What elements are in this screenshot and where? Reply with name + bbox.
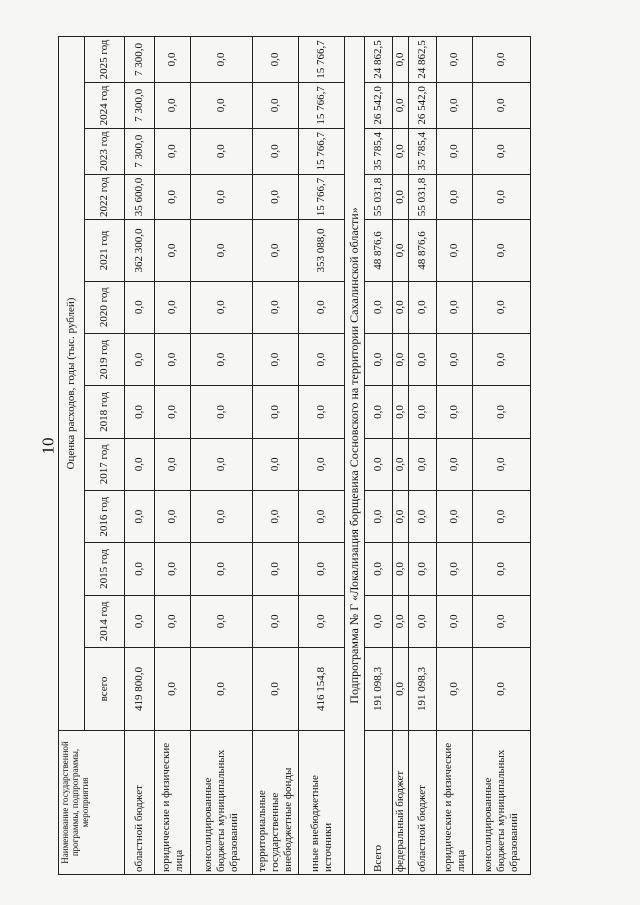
year-value: 0,0	[437, 174, 473, 220]
year-value: 0,0	[253, 281, 299, 333]
year-value: 0,0	[437, 438, 473, 490]
row-total: 0,0	[437, 648, 473, 731]
year-value: 0,0	[155, 595, 191, 647]
year-value: 0,0	[409, 595, 437, 647]
table-row	[125, 37, 155, 875]
row-label: юридические и физические лица	[155, 730, 191, 874]
year-header: 2025 год	[85, 37, 125, 83]
year-value: 0,0	[473, 37, 531, 83]
year-value: 0,0	[253, 83, 299, 129]
year-value: 0,0	[393, 490, 409, 542]
year-value: 35 785,4	[409, 128, 437, 174]
year-value: 0,0	[253, 595, 299, 647]
budget-table	[58, 36, 531, 875]
year-value: 0,0	[299, 386, 345, 438]
year-value: 0,0	[437, 595, 473, 647]
year-value: 0,0	[437, 333, 473, 385]
year-value: 0,0	[437, 83, 473, 129]
year-value: 0,0	[253, 220, 299, 281]
year-value: 0,0	[155, 83, 191, 129]
year-value: 0,0	[299, 438, 345, 490]
year-value: 0,0	[473, 333, 531, 385]
year-value: 0,0	[409, 333, 437, 385]
row-total: 0,0	[473, 648, 531, 731]
year-value: 0,0	[155, 386, 191, 438]
year-value: 0,0	[155, 128, 191, 174]
year-value: 0,0	[393, 128, 409, 174]
year-value: 0,0	[365, 490, 393, 542]
year-header: 2022 год	[85, 174, 125, 220]
year-value: 55 031,8	[365, 174, 393, 220]
year-value: 0,0	[253, 490, 299, 542]
name-column-header: Наименование государственной программы, подпрограммы, мероприятия	[59, 730, 125, 874]
row-total: 0,0	[253, 648, 299, 731]
year-value: 0,0	[191, 128, 253, 174]
year-value: 7 300,0	[125, 128, 155, 174]
year-value: 0,0	[473, 281, 531, 333]
year-value: 0,0	[473, 543, 531, 595]
year-value: 0,0	[253, 438, 299, 490]
table-row	[299, 37, 345, 875]
year-value: 0,0	[155, 543, 191, 595]
table-row	[253, 37, 299, 875]
year-value: 0,0	[365, 543, 393, 595]
total-header: всего	[85, 648, 125, 731]
row-label: областной бюджет	[409, 730, 437, 874]
table-row	[393, 37, 409, 875]
year-header: 2015 год	[85, 543, 125, 595]
table-row	[365, 37, 393, 875]
year-header: 2017 год	[85, 438, 125, 490]
year-value: 0,0	[437, 128, 473, 174]
year-value: 0,0	[125, 386, 155, 438]
year-value: 0,0	[409, 543, 437, 595]
row-label: иные внебюджетные источники	[299, 730, 345, 874]
year-value: 0,0	[437, 386, 473, 438]
year-value: 0,0	[155, 438, 191, 490]
year-value: 0,0	[393, 543, 409, 595]
year-value: 0,0	[393, 281, 409, 333]
year-value: 0,0	[393, 386, 409, 438]
year-header: 2019 год	[85, 333, 125, 385]
year-value: 0,0	[409, 281, 437, 333]
year-value: 0,0	[155, 220, 191, 281]
year-header: 2024 год	[85, 83, 125, 129]
year-value: 48 876,6	[409, 220, 437, 281]
row-label: консолидированные бюджеты муниципальных образований	[191, 730, 253, 874]
year-value: 0,0	[299, 490, 345, 542]
year-value: 353 088,0	[299, 220, 345, 281]
year-value: 0,0	[365, 438, 393, 490]
year-value: 0,0	[473, 220, 531, 281]
year-header: 2023 год	[85, 128, 125, 174]
year-value: 15 766,7	[299, 83, 345, 129]
row-label: юридические и физические лица	[437, 730, 473, 874]
year-value: 0,0	[253, 543, 299, 595]
year-value: 26 542,0	[409, 83, 437, 129]
year-value: 0,0	[191, 543, 253, 595]
row-label: Всего	[365, 730, 393, 874]
year-value: 0,0	[393, 174, 409, 220]
year-header: 2016 год	[85, 490, 125, 542]
year-value: 15 766,7	[299, 174, 345, 220]
year-value: 0,0	[473, 83, 531, 129]
year-value: 0,0	[155, 174, 191, 220]
table-row	[409, 37, 437, 875]
year-value: 0,0	[365, 386, 393, 438]
year-value: 0,0	[125, 595, 155, 647]
year-value: 0,0	[253, 333, 299, 385]
row-label: областной бюджет	[125, 730, 155, 874]
year-value: 0,0	[473, 595, 531, 647]
year-value: 0,0	[473, 174, 531, 220]
year-value: 0,0	[365, 333, 393, 385]
rotated-page	[58, 36, 526, 875]
year-value: 55 031,8	[409, 174, 437, 220]
year-value: 0,0	[191, 83, 253, 129]
year-value: 24 862,5	[365, 37, 393, 83]
year-value: 15 766,7	[299, 128, 345, 174]
year-value: 15 766,7	[299, 37, 345, 83]
year-value: 0,0	[437, 281, 473, 333]
year-value: 0,0	[191, 174, 253, 220]
year-value: 0,0	[473, 386, 531, 438]
year-value: 7 300,0	[125, 83, 155, 129]
year-value: 24 862,5	[409, 37, 437, 83]
year-header: 2020 год	[85, 281, 125, 333]
year-value: 0,0	[473, 438, 531, 490]
year-value: 0,0	[299, 281, 345, 333]
year-value: 362 300,0	[125, 220, 155, 281]
year-value: 0,0	[393, 83, 409, 129]
year-value: 0,0	[393, 438, 409, 490]
year-value: 7 300,0	[125, 37, 155, 83]
year-value: 0,0	[125, 438, 155, 490]
year-header: 2014 год	[85, 595, 125, 647]
year-value: 0,0	[299, 333, 345, 385]
year-value: 0,0	[191, 595, 253, 647]
year-value: 0,0	[253, 37, 299, 83]
year-value: 0,0	[125, 490, 155, 542]
year-value: 0,0	[473, 128, 531, 174]
year-value: 0,0	[299, 595, 345, 647]
year-value: 35 600,0	[125, 174, 155, 220]
year-value: 0,0	[125, 543, 155, 595]
year-value: 0,0	[437, 220, 473, 281]
year-value: 0,0	[393, 333, 409, 385]
year-value: 0,0	[253, 386, 299, 438]
year-value: 0,0	[393, 37, 409, 83]
year-value: 0,0	[393, 595, 409, 647]
year-value: 0,0	[393, 220, 409, 281]
row-total: 191 098,3	[409, 648, 437, 731]
row-label: территориальные государственные внебюджетные фонды	[253, 730, 299, 874]
year-value: 0,0	[191, 490, 253, 542]
year-header: 2018 год	[85, 386, 125, 438]
year-value: 35 785,4	[365, 128, 393, 174]
year-value: 0,0	[365, 595, 393, 647]
row-total: 416 154,8	[299, 648, 345, 731]
year-value: 0,0	[437, 37, 473, 83]
year-value: 26 542,0	[365, 83, 393, 129]
year-header: 2021 год	[85, 220, 125, 281]
year-value: 0,0	[155, 281, 191, 333]
year-value: 0,0	[191, 220, 253, 281]
year-value: 0,0	[155, 37, 191, 83]
table-row	[473, 37, 531, 875]
year-value: 0,0	[191, 281, 253, 333]
row-label: федеральный бюджет	[393, 730, 409, 874]
year-value: 0,0	[155, 490, 191, 542]
year-value: 0,0	[409, 386, 437, 438]
estimate-header: Оценка расходов, годы (тыс. рублей)	[59, 37, 85, 731]
row-total: 0,0	[393, 648, 409, 731]
row-label: консолидированные бюджеты муниципальных образований	[473, 730, 531, 874]
year-value: 0,0	[437, 543, 473, 595]
year-value: 0,0	[125, 281, 155, 333]
year-value: 0,0	[253, 128, 299, 174]
year-value: 0,0	[191, 37, 253, 83]
year-value: 0,0	[191, 386, 253, 438]
year-value: 48 876,6	[365, 220, 393, 281]
row-total: 0,0	[191, 648, 253, 731]
year-value: 0,0	[191, 333, 253, 385]
row-total: 191 098,3	[365, 648, 393, 731]
year-value: 0,0	[365, 281, 393, 333]
year-value: 0,0	[299, 543, 345, 595]
page-number: 10	[38, 437, 58, 455]
row-total: 419 800,0	[125, 648, 155, 731]
year-value: 0,0	[437, 490, 473, 542]
year-value: 0,0	[409, 490, 437, 542]
subprogram-title: Подпрограмма № Г «Локализация борщевика Сосновского на территории Сахалинской области»	[345, 37, 365, 875]
year-value: 0,0	[155, 333, 191, 385]
year-value: 0,0	[191, 438, 253, 490]
table-row	[155, 37, 191, 875]
year-value: 0,0	[253, 174, 299, 220]
year-value: 0,0	[409, 438, 437, 490]
table-row	[191, 37, 253, 875]
row-total: 0,0	[155, 648, 191, 731]
year-value: 0,0	[473, 490, 531, 542]
year-value: 0,0	[125, 333, 155, 385]
table-row	[437, 37, 473, 875]
